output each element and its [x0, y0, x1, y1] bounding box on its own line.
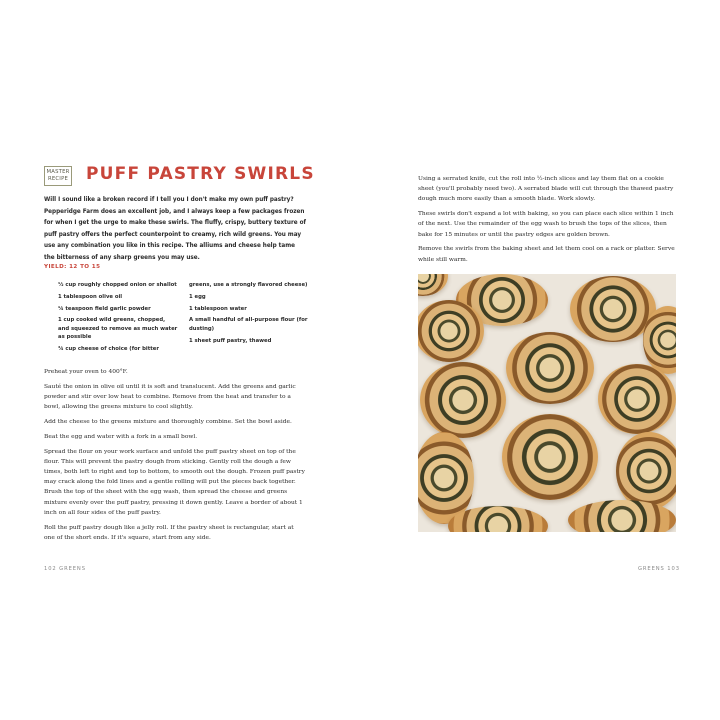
- step-paragraph: Using a serrated knife, cut the roll into ½-inch slices and lay them flat on a cookie sheet (you'll probably need two). A serrated blade will cut through the thawed pastry dough much more easily than a smooth blade. Work slowly.: [418, 176, 674, 203]
- ingredient-item: A small handful of all-purpose flour (for dusting): [189, 317, 308, 332]
- ingredient-item: greens, use a strongly flavored cheese): [189, 282, 308, 288]
- recipe-photo: [418, 274, 676, 532]
- recipe-title: PUFF PASTRY SWIRLS: [86, 164, 315, 184]
- ingredient-item: 1 cup cooked wild greens, chopped, and squeezed to remove as much water as possible: [58, 317, 178, 341]
- badge-line1: MASTER: [46, 169, 70, 175]
- step-paragraph: Beat the egg and water with a fork in a small bowl.: [44, 433, 198, 440]
- step-paragraph: Remove the swirls from the baking sheet and let them cool on a rack or platter. Serve while still warm.: [418, 246, 675, 263]
- step-paragraph: Preheat your oven to 400°F.: [44, 369, 128, 375]
- step-paragraph: Sauté the onion in olive oil until it is soft and translucent. Add the greens and garlic powder and stir over low heat to combine. Remove from the heat and transfer to a bowl, allowing the greens mixture to cool slightly.: [44, 383, 296, 411]
- ingredient-item: 1 sheet puff pastry, thawed: [189, 337, 272, 344]
- method-steps: [44, 367, 306, 548]
- ingredient-item: ¾ cup cheese of choice (for bitter: [58, 346, 159, 352]
- ingredient-item: 1 tablespoon olive oil: [58, 293, 123, 300]
- master-recipe-badge: [44, 166, 72, 186]
- recipe-intro: Will I sound like a broken record if I tell you I don't make my own puff pastry? Pepperidge Farm does an excellent job, and I always keep a few packages frozen for when I get the urge to make these swirls. The fluffy, crispy, buttery texture of puff pastry offers the perfect counterpoint to creamy, rich wild greens. You may use any combination you like in this recipe. The alliums and cheese help tame the bitterness of any sharp greens you may use.: [44, 197, 306, 261]
- step-paragraph: Add the cheese to the greens mixture and thoroughly combine. Set the bowl aside.: [44, 419, 292, 425]
- ingredient-item: 1 tablespoon water: [189, 305, 247, 312]
- ingredient-item: ¼ teaspoon field garlic powder: [58, 305, 151, 312]
- step-paragraph: Roll the puff pastry dough like a jelly roll. If the pastry sheet is rectangular, start at one of the short ends. If it's square, start from any side.: [44, 524, 294, 541]
- page-folio-left: 102 GREENS: [44, 566, 86, 572]
- ingredient-item: ½ cup roughly chopped onion or shallot: [58, 282, 177, 288]
- step-paragraph: These swirls don't expand a lot with baking, so you can place each slice within 1 inch of the next. Use the remainder of the egg wash to brush the tops of the slices, then bake for 15 minutes or until the pastry edges are golden brown.: [418, 211, 674, 238]
- step-paragraph: Spread the flour on your work surface and unfold the puff pastry sheet on top of the flour. This will prevent the pastry dough from sticking. Gently roll the dough a few times, both left to right and top to bottom, to smooth out the dough. Frozen puff pastry may crack along the fold lines and a gentle rolling will put the pieces back together. Brush the top of the sheet with the egg wash, then spread the cheese and greens mixture evenly over the puff pastry, pressing it down gently. Leave a border of about 1 inch on all four sides of the puff pastry.: [44, 448, 305, 516]
- ingredients-column-1: [58, 281, 178, 357]
- recipe-yield: YIELD: 12 TO 15: [44, 264, 101, 270]
- method-steps-continued: [418, 174, 680, 269]
- badge-line2: RECIPE: [47, 176, 69, 182]
- ingredient-item: 1 egg: [189, 293, 206, 300]
- ingredients-column-2: [189, 281, 309, 348]
- page-folio-right: GREENS 103: [638, 566, 680, 572]
